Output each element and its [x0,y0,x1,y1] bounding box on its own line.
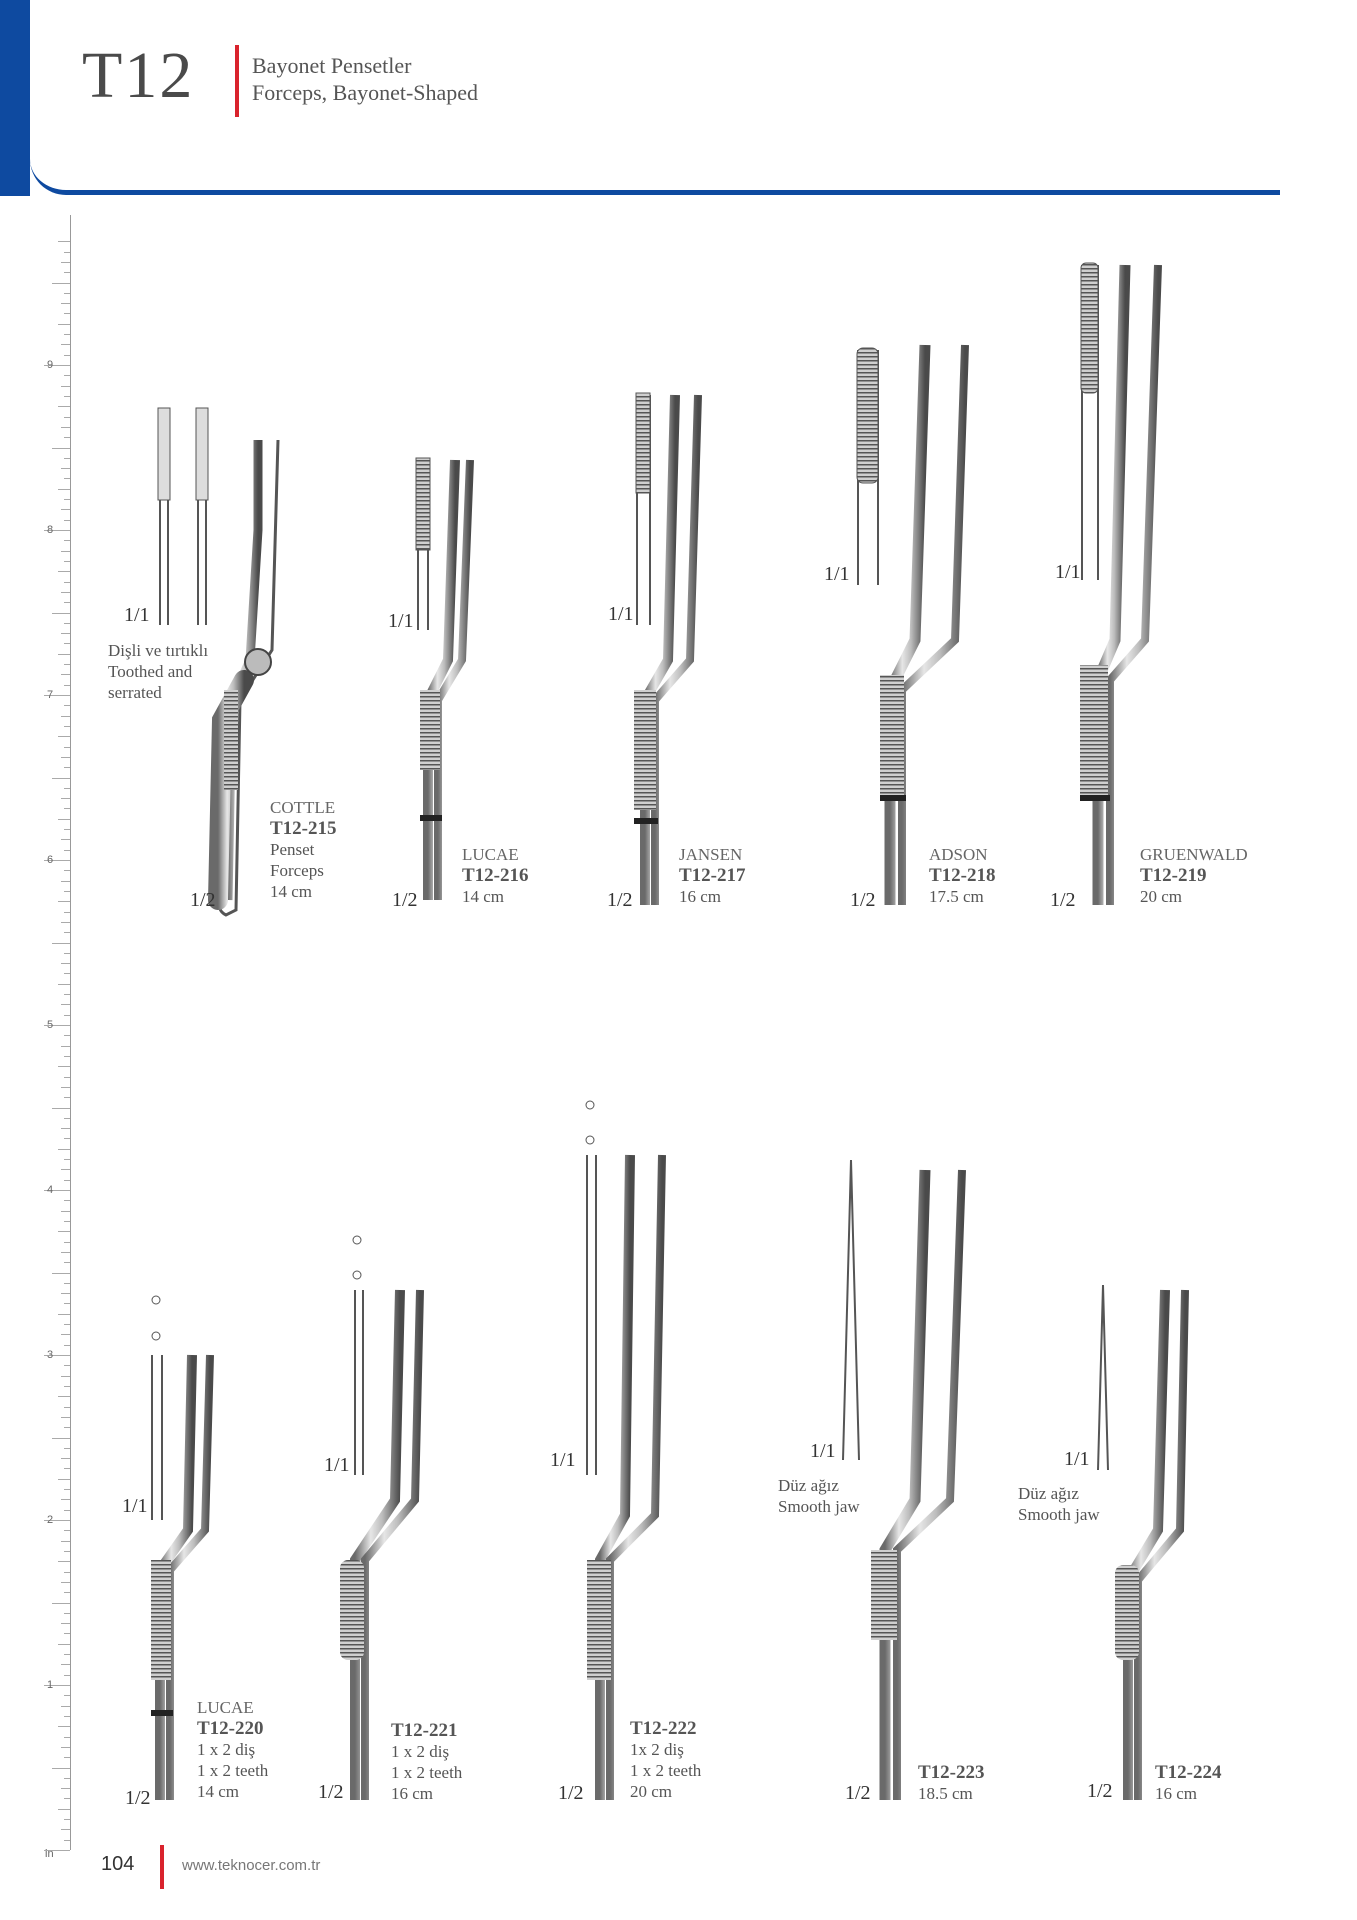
website-link[interactable]: www.teknocer.com.tr [182,1857,321,1874]
scale-marker: 1/1 [810,1440,836,1462]
ruler-number: 2 [47,1514,54,1526]
scale-marker: 1/1 [124,604,150,626]
scale-marker: 1/2 [392,889,418,911]
note-smooth-jaw: Düz ağız Smooth jaw [1018,1484,1100,1524]
scale-marker: 1/1 [550,1449,576,1471]
scale-marker: 1/1 [324,1454,350,1476]
scale-marker: 1/2 [125,1787,151,1809]
product-label-t12-223: T12-223 18.5 cm [918,1762,985,1803]
product-label-t12-219: GRUENWALD T12-219 20 cm [1140,845,1248,906]
scale-marker: 1/2 [558,1782,584,1804]
instrument-t12-222 [586,1101,662,1805]
product-label-t12-221: T12-221 1 x 2 diş 1 x 2 teeth 16 cm [391,1720,463,1803]
note-toothed-serrated: Dişli ve tırtıklı Toothed and serrated [108,641,209,702]
ruler-number: 8 [47,524,54,536]
footer-divider [160,1845,164,1889]
scale-marker: 1/1 [1055,561,1081,583]
product-label-t12-224: T12-224 16 cm [1155,1762,1222,1803]
ruler-number: 1 [47,1679,54,1691]
instrument-t12-218 [857,345,965,910]
title-turkish: Bayonet Pensetler [252,53,412,78]
page-number: 104 [101,1853,135,1875]
scale-marker: 1/1 [608,603,634,625]
product-label-t12-215: COTTLE T12-215 Penset Forceps 14 cm [270,798,337,901]
catalog-code: T12 [82,39,195,112]
ruler-number: 4 [47,1184,54,1196]
scale-marker: 1/2 [1087,1780,1113,1802]
ruler-number: 3 [47,1349,54,1361]
scale-marker: 1/1 [1064,1448,1090,1470]
scale-marker: 1/2 [1050,889,1076,911]
ruler-number: 7 [47,689,54,701]
ruler-number: 9 [47,359,54,371]
scale-marker: 1/1 [122,1495,148,1517]
product-label-t12-222: T12-222 1x 2 diş 1 x 2 teeth 20 cm [630,1718,702,1801]
scale-marker: 1/2 [607,889,633,911]
product-label-t12-220: LUCAE T12-220 1 x 2 diş 1 x 2 teeth 14 cm [197,1698,269,1801]
instrument-t12-216 [416,458,470,905]
scale-marker: 1/1 [388,610,414,632]
scale-marker: 1/1 [824,563,850,585]
instrument-t12-219 [1080,263,1158,910]
instrument-t12-223 [843,1160,962,1805]
instrument-t12-224 [1098,1285,1185,1805]
title-english: Forceps, Bayonet-Shaped [252,80,479,105]
product-label-t12-216: LUCAE T12-216 14 cm [462,845,529,906]
instrument-t12-217 [634,393,698,910]
note-smooth-jaw: Düz ağız Smooth jaw [778,1476,860,1516]
product-label-t12-218: ADSON T12-218 17.5 cm [929,845,996,906]
ruler-number: 5 [47,1019,54,1031]
scale-marker: 1/2 [850,889,876,911]
ruler-unit: in [45,1848,54,1860]
scale-marker: 1/2 [190,889,216,911]
scale-marker: 1/2 [318,1781,344,1803]
product-label-t12-217: JANSEN T12-217 16 cm [679,845,746,906]
scale-marker: 1/2 [845,1782,871,1804]
ruler-number: 6 [47,854,54,866]
